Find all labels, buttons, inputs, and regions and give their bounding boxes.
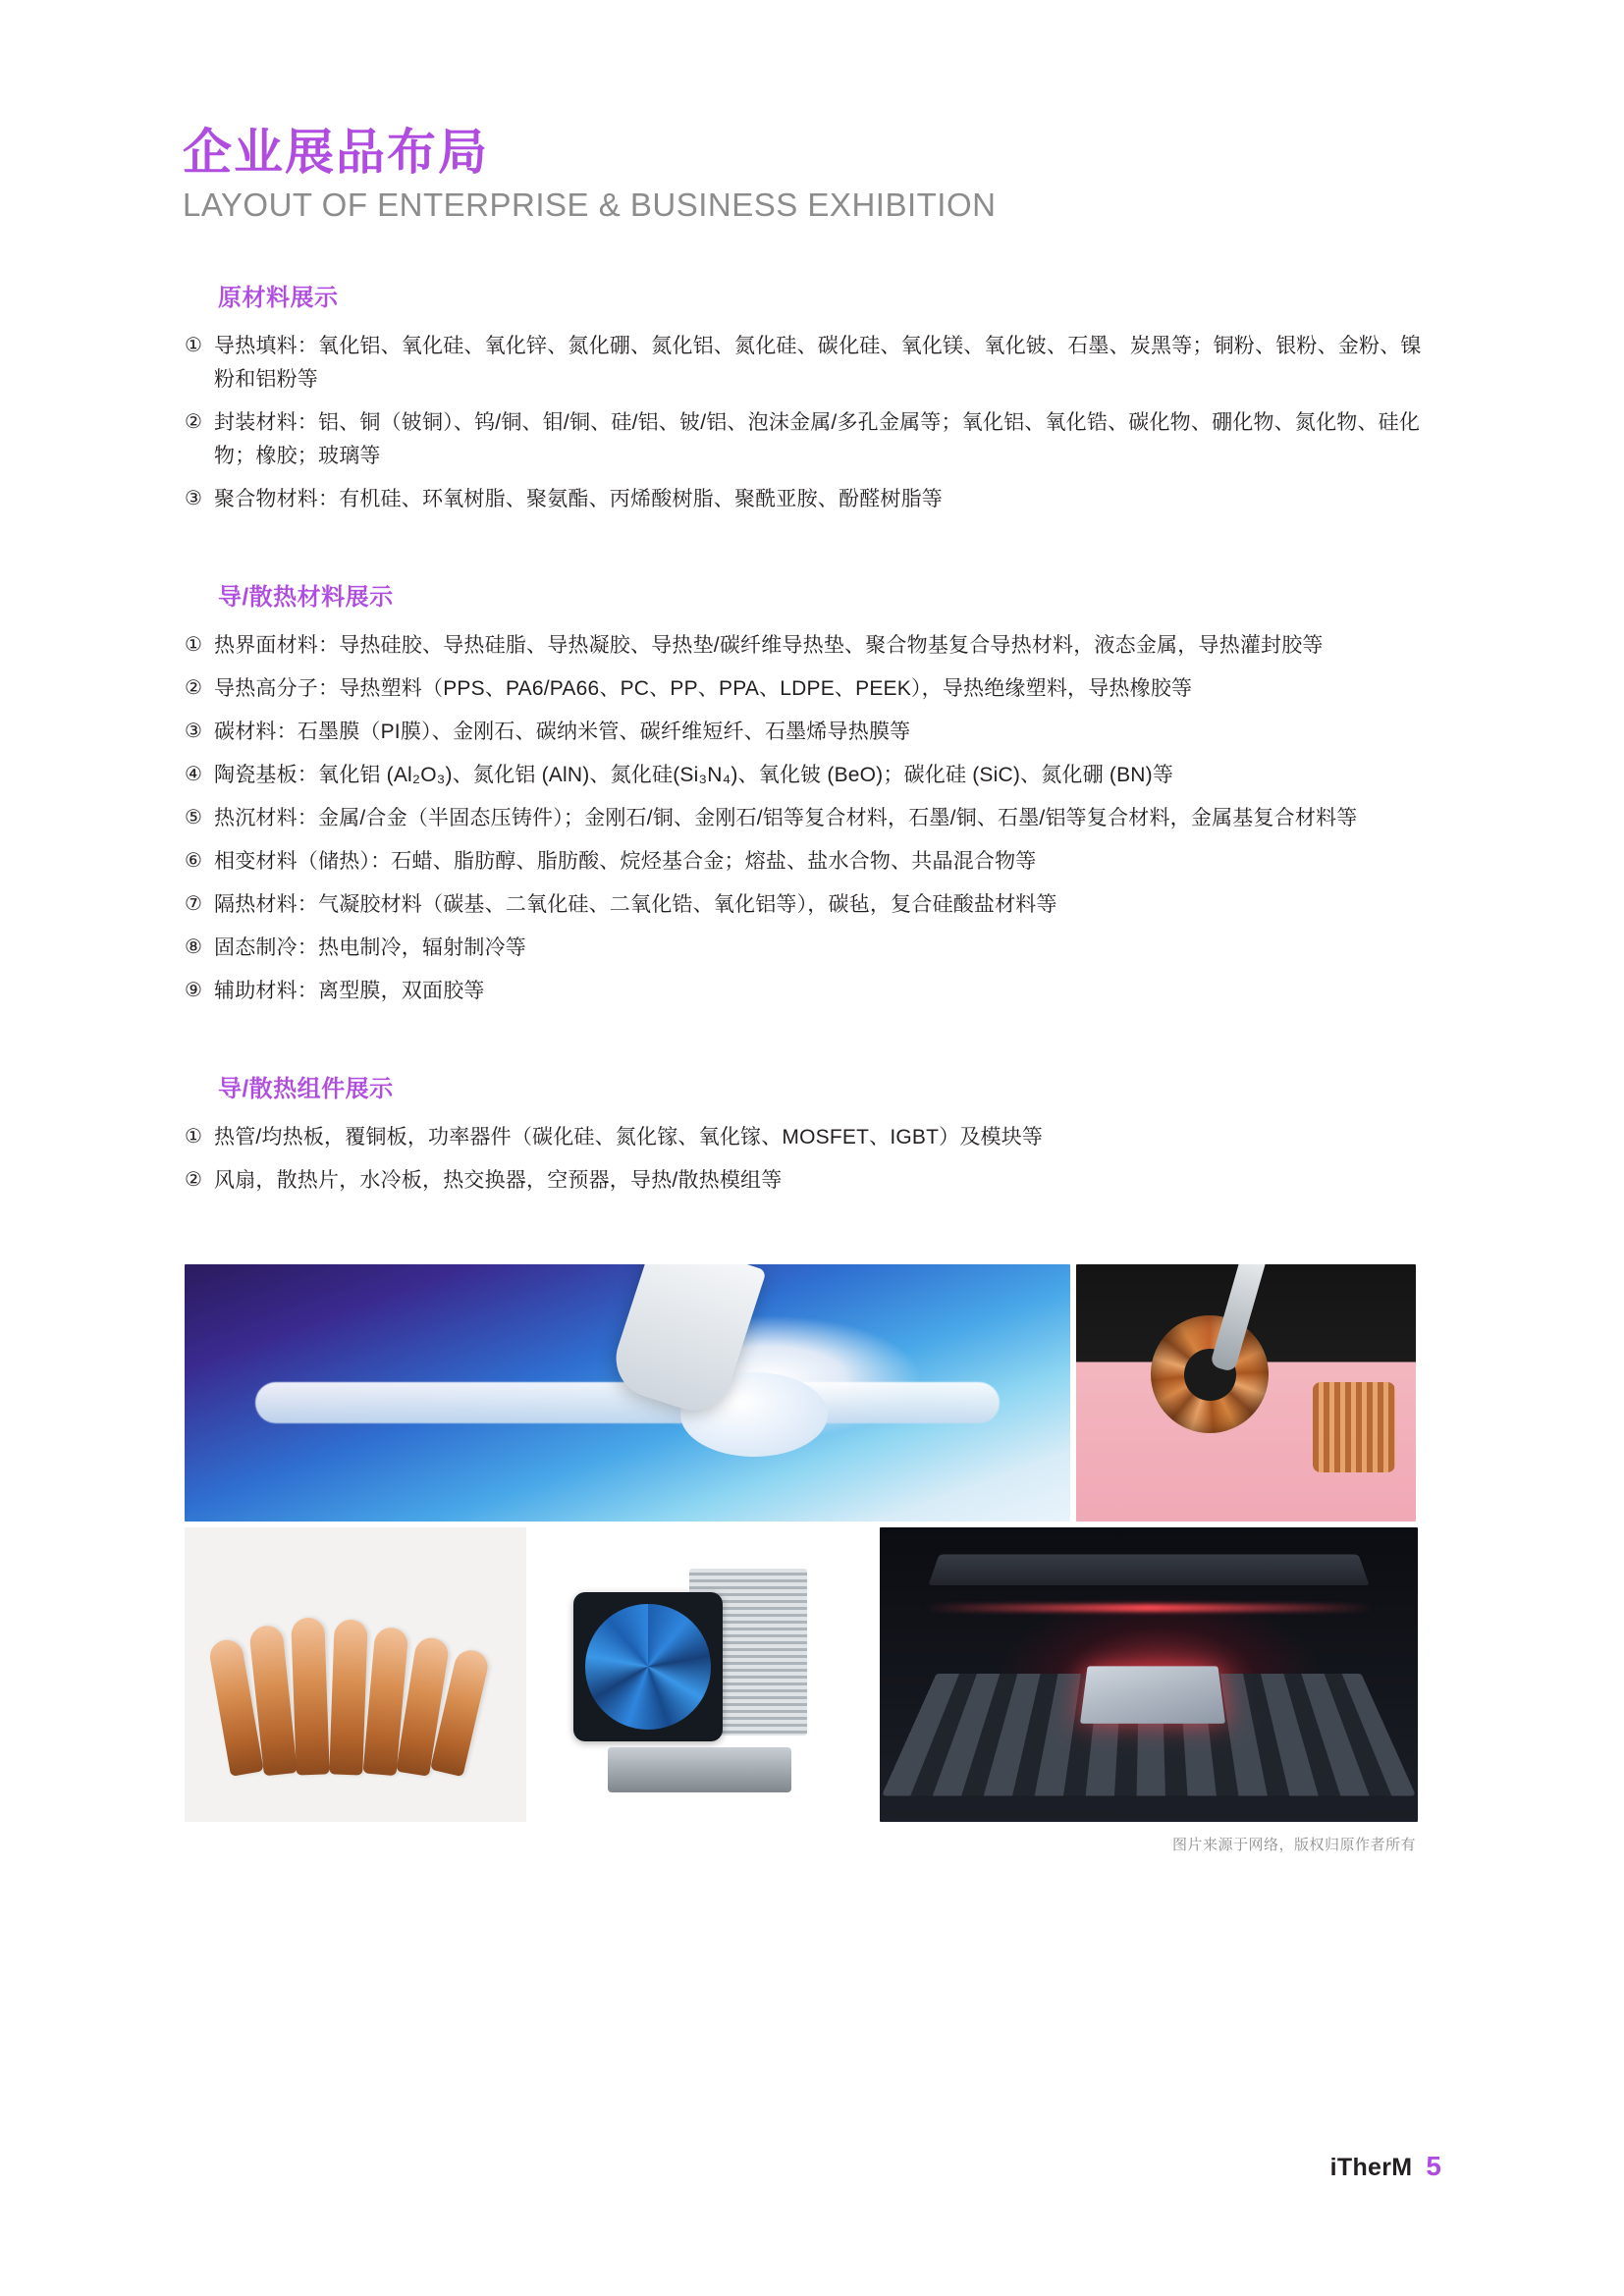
list-item <box>183 932 1441 965</box>
list-item-text: 封装材料：铝、铜（铍铜）、钨/铜、钼/铜、硅/铝、铍/铝、泡沫金属/多孔金属等；氧化铝、氧化锆、碳化物、硼化物、氮化物、硅化物；橡胶；玻璃等 <box>214 410 1421 467</box>
section-thermal-materials <box>183 577 1441 1008</box>
list-item-number: ② <box>185 1168 202 1191</box>
list-item <box>183 1164 1441 1198</box>
list-item-text: 热界面材料：导热硅胶、导热硅脂、导热凝胶、导热垫/碳纤维导热垫、聚合物基复合导热材料，液态金属，导热灌封胶等 <box>214 633 1324 657</box>
list-item-text: 热管/均热板，覆铜板，功率器件（碳化硅、氮化镓、氧化镓、MOSFET、IGBT）及模块等 <box>214 1125 1044 1148</box>
list-item-text: 陶瓷基板：氧化铝 (Al₂O₃)、氮化铝 (AlN)、氮化硅(Si₃N₄)、氧化铍 (BeO)；碳化硅 (SiC)、氮化硼 (BN)等 <box>214 763 1174 786</box>
list-item-number: ② <box>185 410 202 433</box>
list-item <box>183 406 1441 473</box>
toroid-inductor-photo <box>1076 1264 1416 1522</box>
page-number: 5 <box>1426 2151 1441 2181</box>
list-item-number: ④ <box>185 763 202 785</box>
brand-logo: iTherM <box>1329 2154 1413 2181</box>
list-item <box>183 672 1441 706</box>
image-gallery <box>185 1264 1416 1822</box>
section-raw-materials <box>183 278 1441 516</box>
toroid-core-shape <box>1151 1315 1269 1433</box>
list-item-text: 相变材料（储热）：石蜡、脂肪醇、脂肪酸、烷烃基合金；熔盐、盐水合物、共晶混合物等 <box>214 849 1037 873</box>
list-item-text: 固态制冷：热电制冷，辐射制冷等 <box>214 935 526 959</box>
section-thermal-components <box>183 1069 1441 1198</box>
list-item-number: ⑥ <box>185 849 202 872</box>
list-item-text: 热沉材料：金属/合金（半固态压铸件）；金刚石/铜、金刚石/铝等复合材料，石墨/铜、石墨/铝等复合材料，金属基复合材料等 <box>214 806 1358 829</box>
list-item-number: ① <box>185 334 202 356</box>
list-item-number: ⑤ <box>185 806 202 828</box>
gallery-row <box>185 1527 1416 1822</box>
cpu-air-cooler-photo <box>532 1527 874 1822</box>
list-item-text: 辅助材料：离型膜，双面胶等 <box>214 979 485 1002</box>
page-title-en: LAYOUT OF ENTERPRISE & BUSINESS EXHIBITION <box>183 187 997 223</box>
list-item-text: 聚合物材料：有机硅、环氧树脂、聚氨酯、丙烯酸树脂、聚酰亚胺、酚醛树脂等 <box>214 487 943 510</box>
section-heading: 原材料展示 <box>218 284 339 311</box>
section-heading: 导/散热材料展示 <box>218 583 394 611</box>
list-item <box>183 330 1441 397</box>
section-heading: 导/散热组件展示 <box>218 1075 394 1102</box>
list-item <box>183 888 1441 922</box>
list-item <box>183 802 1441 835</box>
list-item <box>183 1121 1441 1154</box>
list-item-number: ⑨ <box>185 979 202 1001</box>
copper-fin-shape <box>329 1619 367 1775</box>
copper-fin-shape <box>292 1617 331 1775</box>
list-item-number: ③ <box>185 720 202 742</box>
chip-die-shape <box>1080 1666 1225 1723</box>
copper-heatsink-fins-photo <box>185 1527 526 1822</box>
processor-chip-red-light-photo <box>880 1527 1418 1822</box>
red-light-bar-shape <box>923 1604 1375 1612</box>
cooler-base-shape <box>608 1747 792 1792</box>
page-footer <box>1330 2151 1441 2182</box>
list-item <box>183 483 1441 516</box>
list-item <box>183 759 1441 792</box>
secondary-coil-shape <box>1313 1382 1395 1472</box>
list-item <box>183 845 1441 879</box>
page-header <box>183 0 1441 225</box>
chip-lid-shape <box>928 1554 1370 1585</box>
list-item-number: ② <box>185 676 202 699</box>
list-item-number: ⑦ <box>185 892 202 915</box>
paste-bead-shape <box>255 1382 1000 1423</box>
image-credit: 图片来源于网络，版权归原作者所有 <box>1171 1836 1416 1853</box>
page-title-cn: 企业展品布局 <box>183 125 489 180</box>
gallery-row <box>185 1264 1416 1522</box>
list-item-number: ① <box>185 633 202 656</box>
list-item-number: ③ <box>185 487 202 509</box>
list-item-number: ① <box>185 1125 202 1148</box>
list-item-text: 隔热材料：气凝胶材料（碳基、二氧化硅、二氧化锆、氧化铝等），碳毡，复合硅酸盐材料等 <box>214 892 1057 916</box>
list-item <box>183 629 1441 663</box>
thermal-paste-bead-photo <box>185 1264 1070 1522</box>
list-item-text: 碳材料：石墨膜（PI膜）、金刚石、碳纳米管、碳纤维短纤、石墨烯导热膜等 <box>214 720 911 743</box>
cooling-fan-shape <box>573 1592 723 1741</box>
list-item <box>183 975 1441 1008</box>
list-item-number: ⑧ <box>185 935 202 958</box>
list-item <box>183 716 1441 749</box>
list-item-text: 导热填料：氧化铝、氧化硅、氧化锌、氮化硼、氮化铝、氮化硅、碳化硅、氧化镁、氧化铍、石墨、炭黑等；铜粉、银粉、金粉、镍粉和铝粉等 <box>214 334 1422 391</box>
list-item-text: 导热高分子：导热塑料（PPS、PA6/PA66、PC、PP、PPA、LDPE、PEEK），导热绝缘塑料，导热橡胶等 <box>214 676 1193 700</box>
list-item-text: 风扇，散热片，水冷板，热交换器，空预器，导热/散热模组等 <box>214 1168 783 1192</box>
